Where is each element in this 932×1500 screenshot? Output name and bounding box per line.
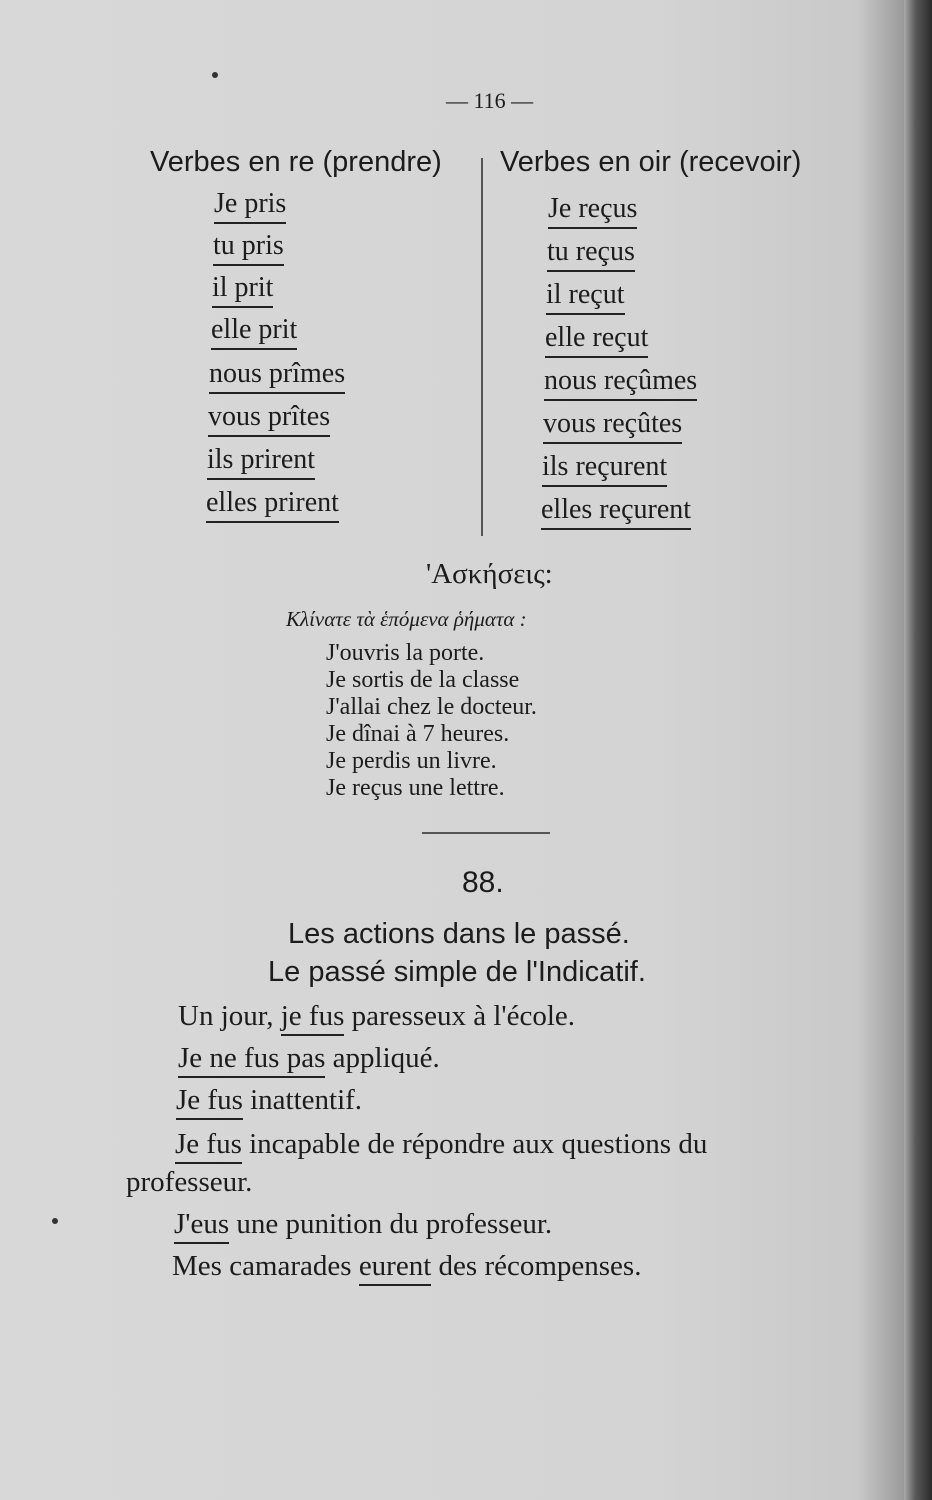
right-form: il reçut (546, 279, 625, 315)
exercises-instruction: Κλίνατε τὰ ἑπόμενα ῥήματα : (286, 607, 527, 631)
page-number: — 116 — (446, 88, 534, 113)
left-form: elles prirent (206, 487, 339, 523)
text: une punition du professeur. (236, 1208, 553, 1240)
exercise-sentence: Je dînai à 7 heures. (326, 721, 510, 747)
left-form: elle prit (211, 314, 297, 350)
left-form: nous prîmes (209, 358, 345, 394)
lesson-line-1 (178, 1000, 575, 1033)
underlined-verb: je fus (281, 1000, 345, 1036)
lesson-line-5 (174, 1208, 552, 1241)
page-edge-shadow (904, 0, 932, 1500)
exercise-sentence: Je reçus une lettre. (326, 775, 505, 801)
left-form: ils prirent (207, 444, 315, 480)
left-form: vous prîtes (208, 401, 330, 437)
exercise-sentence: J'allai chez le docteur. (326, 694, 537, 720)
underlined-verb: Je fus (175, 1128, 242, 1164)
right-form: elles reçurent (541, 494, 691, 530)
left-column-heading: Verbes en re (prendre) (150, 146, 442, 178)
underlined-verb: J'eus (174, 1208, 229, 1244)
left-form: Je pris (214, 188, 286, 224)
column-divider (481, 158, 483, 536)
text: Un jour, (178, 1000, 274, 1032)
text: incapable de répondre aux questions du (249, 1128, 708, 1160)
underlined-verb: eurent (359, 1250, 431, 1286)
right-form: nous reçûmes (544, 365, 697, 401)
text: des récompenses. (438, 1250, 642, 1282)
right-column-heading: Verbes en oir (recevoir) (500, 146, 802, 178)
right-form: ils reçurent (542, 451, 667, 487)
lesson-number: 88. (462, 866, 504, 899)
lesson-line-6 (172, 1250, 641, 1283)
lesson-line-4 (175, 1128, 707, 1161)
text: appliqué. (332, 1042, 440, 1074)
text: paresseux à l'école. (351, 1000, 576, 1032)
underlined-verb: Je fus (176, 1084, 243, 1120)
lesson-line-4-cont: professeur. (126, 1166, 253, 1198)
exercises-title: 'Ασκήσεις: (426, 558, 553, 590)
right-form: vous reçûtes (543, 408, 682, 444)
left-form: tu pris (213, 230, 284, 266)
right-form: tu reçus (547, 236, 635, 272)
lesson-line-3 (176, 1084, 362, 1117)
text: Mes camarades (172, 1250, 352, 1282)
underlined-verb: Je ne fus pas (178, 1042, 325, 1078)
exercise-sentence: Je sortis de la classe (326, 667, 520, 693)
ink-dot (52, 1218, 58, 1224)
ink-dot (212, 72, 218, 78)
lesson-subtitle: Le passé simple de l'Indicatif. (268, 956, 646, 988)
section-rule (422, 832, 550, 834)
exercise-sentence: Je perdis un livre. (326, 748, 497, 774)
right-form: Je reçus (548, 193, 637, 229)
text: inattentif. (250, 1084, 363, 1116)
lesson-title: Les actions dans le passé. (288, 918, 630, 950)
left-form: il prit (212, 272, 273, 308)
exercise-sentence: J'ouvris la porte. (326, 640, 485, 666)
lesson-line-2 (178, 1042, 440, 1075)
right-form: elle reçut (545, 322, 648, 358)
